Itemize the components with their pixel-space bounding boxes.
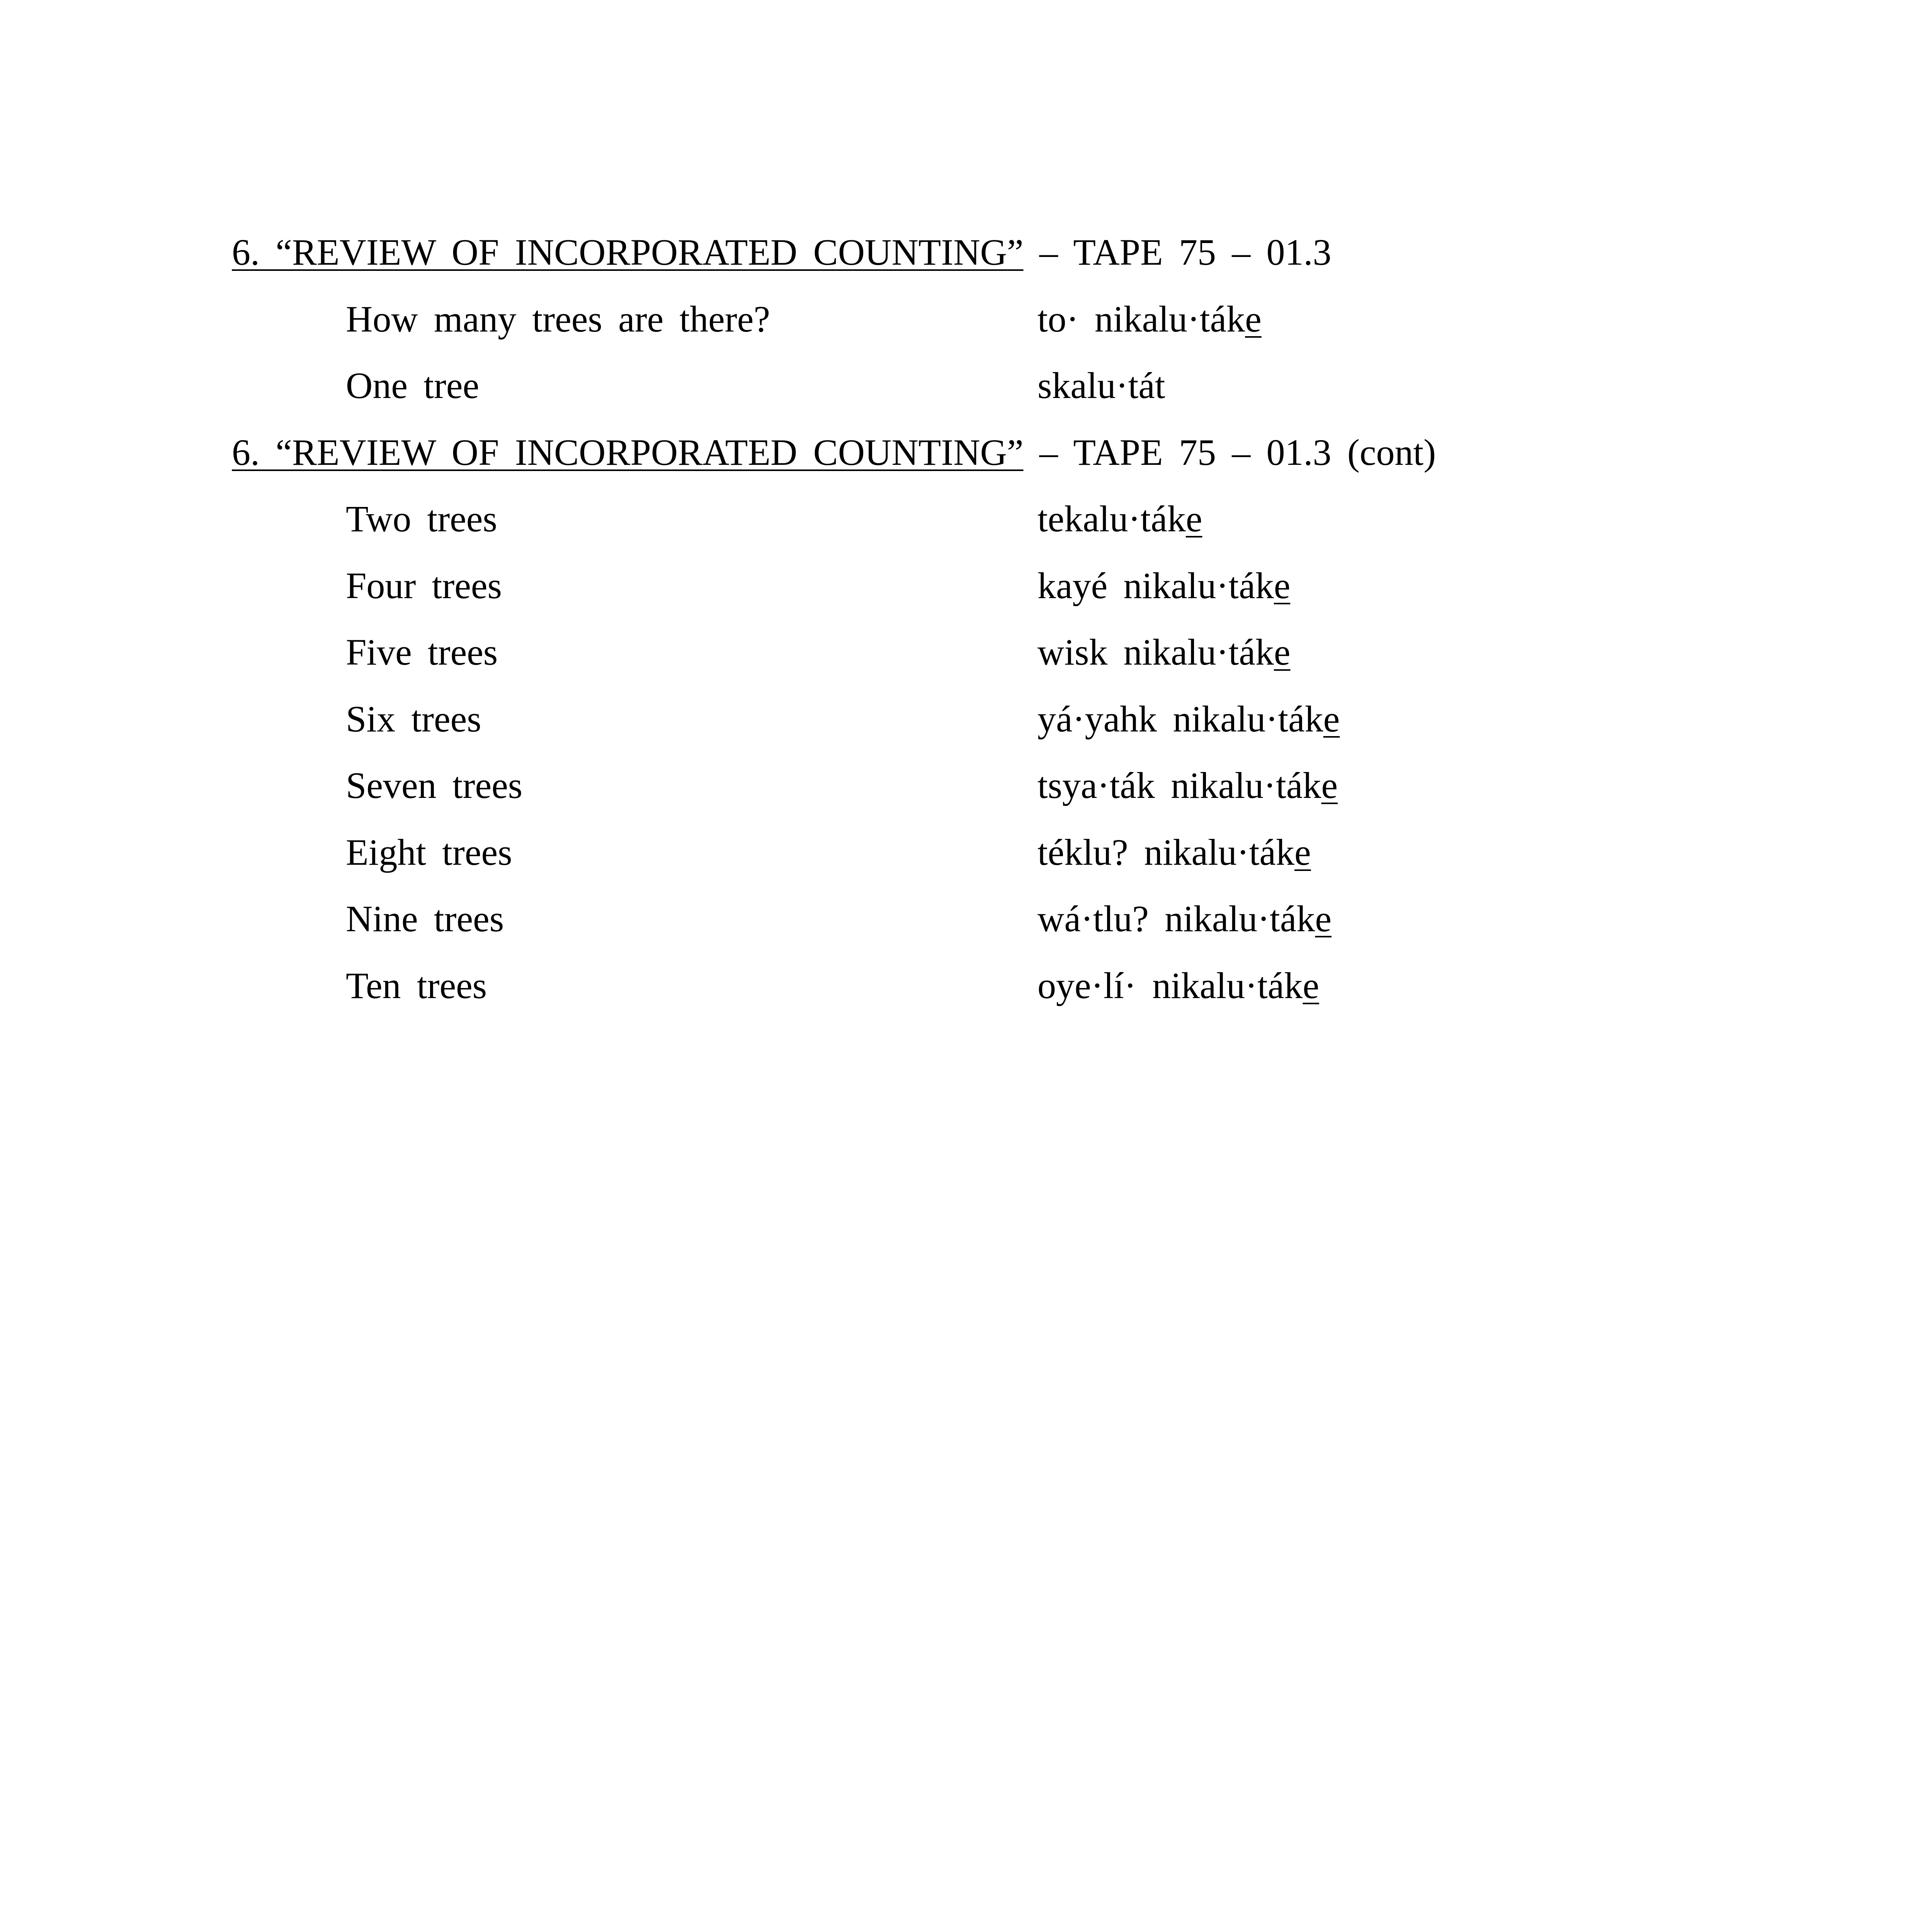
translation-underlined-vowel: e — [1185, 498, 1202, 539]
section-heading-title: 6. “REVIEW OF INCORPORATED COUNTING” — [232, 231, 1024, 273]
english-phrase: Ten trees — [346, 965, 487, 1006]
translation-text: téklu? nikalu·ták — [1037, 832, 1295, 873]
section-heading-title: 6. “REVIEW OF INCORPORATED COUNTING” — [232, 432, 1024, 473]
english-phrase: Four trees — [346, 565, 502, 606]
translation-underlined-vowel: e — [1323, 698, 1340, 740]
translation-phrase — [1037, 967, 1319, 1004]
english-phrase: Two trees — [346, 498, 497, 539]
english-phrase: Nine trees — [346, 898, 504, 939]
english-phrase: How many trees are there? — [346, 298, 770, 340]
translation-text: to· nikalu·ták — [1037, 298, 1245, 340]
translation-text: wá·tlu? nikalu·ták — [1037, 898, 1315, 939]
english-phrase: Eight trees — [346, 832, 512, 873]
section-heading-tape-ref: – TAPE 75 – 01.3 — [1023, 231, 1332, 273]
translation-text: tekalu·ták — [1037, 498, 1186, 539]
translation-text: oye·lí· nikalu·ták — [1037, 965, 1303, 1006]
translation-phrase — [1037, 367, 1165, 404]
translation-underlined-vowel: e — [1274, 565, 1291, 606]
translation-phrase — [1037, 567, 1290, 604]
english-phrase: Six trees — [346, 698, 481, 740]
english-phrase: One tree — [346, 365, 480, 406]
translation-phrase — [1037, 900, 1332, 937]
translation-text: wisk nikalu·ták — [1037, 631, 1274, 673]
translation-underlined-vowel: e — [1315, 898, 1332, 939]
english-phrase: Seven trees — [346, 765, 523, 806]
translation-phrase — [1037, 698, 1340, 740]
translation-phrase — [1037, 298, 1262, 340]
translation-phrase — [1037, 631, 1291, 673]
translation-phrase — [1037, 767, 1338, 804]
translation-underlined-vowel: e — [1274, 631, 1291, 673]
translation-phrase — [1037, 834, 1311, 871]
section-heading-tape-ref: – TAPE 75 – 01.3 (cont) — [1023, 432, 1436, 473]
translation-underlined-vowel: e — [1303, 965, 1319, 1006]
translation-text: yá·yahk nikalu·ták — [1037, 698, 1323, 740]
translation-underlined-vowel: e — [1245, 298, 1262, 340]
translation-text: skalu·tát — [1037, 365, 1165, 406]
section-heading — [232, 434, 1436, 471]
translation-underlined-vowel: e — [1294, 832, 1311, 873]
translation-text: tsya·ták nikalu·ták — [1037, 765, 1321, 806]
english-phrase: Five trees — [346, 631, 498, 673]
section-heading — [232, 231, 1332, 273]
translation-phrase — [1037, 500, 1202, 537]
translation-underlined-vowel: e — [1321, 765, 1338, 806]
translation-text: kayé nikalu·ták — [1037, 565, 1274, 606]
